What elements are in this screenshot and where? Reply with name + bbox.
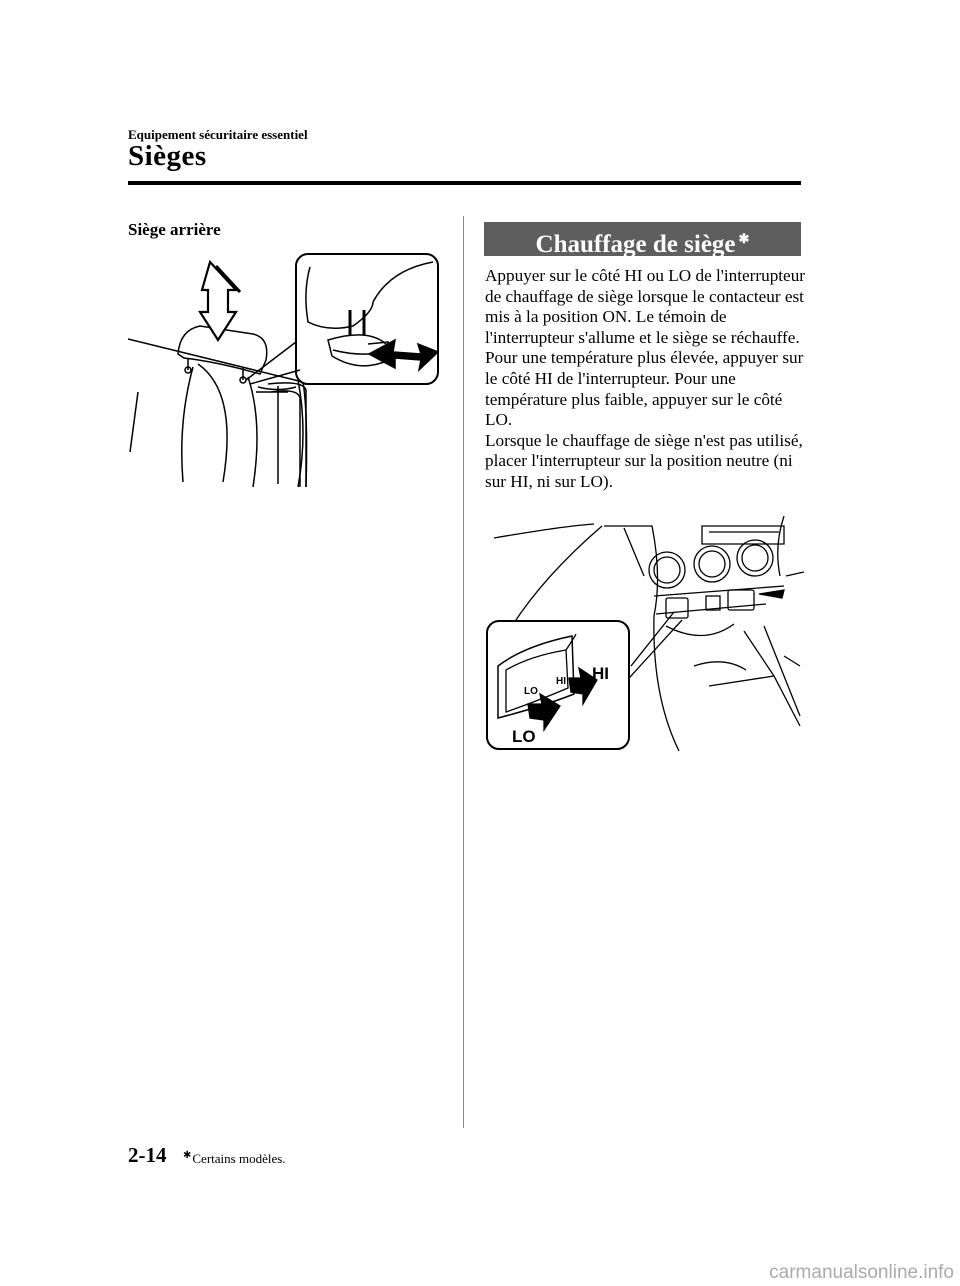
paragraph: Appuyer sur le côté HI ou LO de l'interrupteur de chauffage de siège lorsque le contacteur est mis à la position ON. Le témoin de l'interrupteur s'allume et le siège se réchauffe. bbox=[485, 266, 806, 347]
footnote-marker: ✱ bbox=[183, 1150, 192, 1161]
paragraph: Lorsque le chauffage de siège n'est pas utilisé, placer l'interrupteur sur la position neutre (ni sur HI, ni sur LO). bbox=[485, 430, 803, 491]
paragraph: Pour une température plus élevée, appuyer sur le côté HI de l'interrupteur. Pour une température plus faible, appuyer sur le côté LO. bbox=[485, 348, 804, 430]
hi-label: HI bbox=[592, 664, 609, 683]
column-divider bbox=[463, 216, 464, 1128]
body-text bbox=[485, 266, 805, 493]
rear-headrest-illustration bbox=[128, 252, 443, 492]
rear-seat-subheading: Siège arrière bbox=[128, 220, 221, 239]
switch-hi-label: HI bbox=[556, 676, 566, 687]
switch-lo-label: LO bbox=[524, 686, 538, 697]
seat-heater-switch-illustration bbox=[484, 516, 804, 756]
page-number: 2-14 bbox=[128, 1143, 167, 1167]
footnote bbox=[183, 1150, 286, 1167]
lo-label: LO bbox=[512, 727, 536, 746]
watermark: carmanualsonline.info bbox=[769, 1262, 954, 1283]
section-heading: Chauffage de siège bbox=[535, 231, 736, 258]
footnote-text: Certains modèles. bbox=[192, 1151, 286, 1166]
section-label: Equipement sécuritaire essentiel bbox=[128, 127, 308, 142]
section-heading-band bbox=[484, 222, 801, 256]
header-rule bbox=[128, 181, 801, 185]
page-title: Sièges bbox=[128, 140, 207, 172]
optional-marker: ✱ bbox=[738, 231, 750, 246]
